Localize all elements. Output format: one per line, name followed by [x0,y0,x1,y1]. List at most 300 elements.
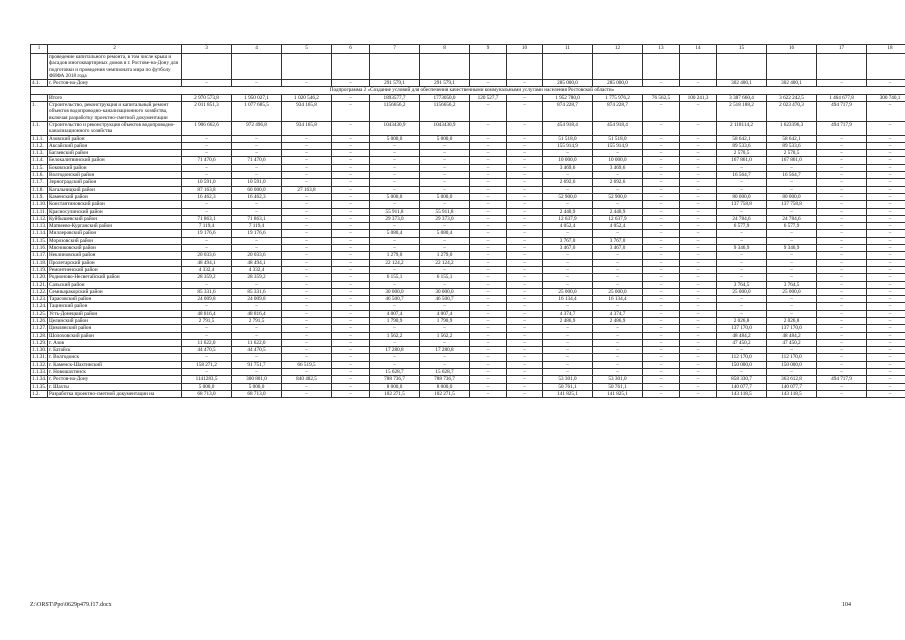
value-cell: – [817,339,867,346]
value-cell: – [332,172,370,179]
value-cell: – [507,223,543,230]
value-cell: 150 000,0 [717,361,767,368]
row-name-cell: Семикаракорский район [48,288,182,295]
value-cell: – [470,266,507,273]
table-row [31,201,905,208]
value-cell: 5 000,0 [370,135,420,142]
value-cell: – [332,223,370,230]
value-cell: – [680,237,717,244]
value-cell: – [817,157,867,164]
value-cell: – [817,332,867,339]
row-number-cell: 1.1.10. [32,201,47,208]
table-row [31,164,905,171]
value-cell: 24 009,8 [232,296,282,303]
value-cell: – [867,325,905,332]
value-cell: 47 450,2 [767,339,817,346]
value-cell: – [543,201,593,208]
value-cell: – [680,303,717,310]
value-cell: – [420,354,470,361]
row-name-cell: Родионово-Несветайский район [48,274,182,281]
value-cell: – [767,164,817,171]
value-cell: – [867,369,905,376]
value-cell: – [643,208,680,215]
value-cell: 4 [232,45,282,54]
value-cell: 363 612,8 [767,376,817,383]
value-cell: 120 527,7 [470,94,507,101]
value-cell [717,54,767,80]
value-cell: 972 496,8 [232,121,282,135]
table-row [31,310,905,317]
value-cell: 3 387 660,4 [717,94,767,101]
value-cell: – [370,223,420,230]
table-row [31,237,905,244]
value-cell: – [680,252,717,259]
value-cell: – [182,237,232,244]
row-number-cell: 1.1.12. [32,215,47,222]
value-cell: – [817,317,867,324]
value-cell: 80 000,0 [767,193,817,200]
value-cell: – [867,121,905,135]
row-name-cell: Неклиновский район [48,252,182,259]
value-cell: – [543,186,593,193]
value-cell: 10 000,0 [593,157,643,164]
value-cell: – [680,80,717,87]
value-cell: – [332,274,370,281]
value-cell: – [232,172,282,179]
value-cell: – [643,230,680,237]
value-cell: – [817,347,867,354]
value-cell: – [643,215,680,222]
row-number-cell [31,94,48,101]
value-cell: – [680,390,717,397]
value-cell: – [867,102,905,122]
value-cell: – [332,354,370,361]
value-cell: – [370,201,420,208]
value-cell: – [767,230,817,237]
value-cell: 25 000,0 [593,288,643,295]
value-cell: 155 914,9 [593,142,643,149]
value-cell: – [282,201,332,208]
subprogram-title: Подпрограмма 2 «Создание условий для обеспечения качественными коммунальными услугами населения Ростовской области» [31,87,905,94]
value-cell: – [507,390,543,397]
value-cell: – [680,245,717,252]
value-cell: – [332,179,370,186]
row-name-cell: проведение капитального ремонта, в том числе крыш и фасадов многоквартирных домов в г. Ростове-на-Дону для подготовки и проведения чемпионата мира по футболу ФИФА 2018 года [48,54,182,80]
table-row [31,208,905,215]
value-cell: 454 918,4 [593,121,643,135]
value-cell: – [282,223,332,230]
value-cell: – [867,164,905,171]
value-cell: – [507,347,543,354]
value-cell: – [643,383,680,390]
value-cell: – [680,172,717,179]
row-name-cell: Зерноградский район [48,179,182,186]
value-cell: – [643,361,680,368]
value-cell: 143 118,5 [767,390,817,397]
value-cell: – [282,245,332,252]
value-cell: 300 801,0 [232,376,282,383]
value-cell: 3 [182,45,232,54]
value-cell: 47 450,2 [717,339,767,346]
value-cell: 1 279,0 [420,252,470,259]
value-cell: 302 400,1 [767,80,817,87]
row-name-cell: Тарасовский район [48,296,182,303]
value-cell: – [182,208,232,215]
value-cell: – [867,150,905,157]
value-cell: – [643,339,680,346]
value-cell: – [282,150,332,157]
value-cell: – [370,266,420,273]
value-cell: – [182,303,232,310]
page-number: 104 [842,602,851,608]
value-cell: 1 790,9 [370,317,420,324]
value-cell: 1 562,2 [420,332,470,339]
value-cell: – [817,142,867,149]
value-cell: – [282,80,332,87]
row-name-cell: Матвеево-Курганский район [48,223,182,230]
value-cell: 76 562,5 [643,94,680,101]
value-cell: – [867,354,905,361]
value-cell: 2 118114,2 [717,121,767,135]
value-cell: – [680,201,717,208]
value-cell: – [282,310,332,317]
value-cell: – [507,179,543,186]
value-cell: – [867,288,905,295]
value-cell: – [470,325,507,332]
value-cell: – [232,354,282,361]
value-cell: – [332,390,370,397]
value-cell: – [767,347,817,354]
row-number-cell: 1.1.34. [32,376,47,383]
value-cell [593,54,643,80]
value-cell: – [507,193,543,200]
value-cell: 80 000,0 [717,193,767,200]
value-cell: – [507,303,543,310]
row-name-cell: Багаевский район [48,150,182,157]
row-number-cell: 1.1.35. [32,383,47,390]
value-cell: – [593,303,643,310]
value-cell: – [282,274,332,281]
row-number-cell: 1.1.27. [32,325,47,332]
value-cell: 137 758,8 [717,201,767,208]
value-cell: – [332,259,370,266]
table-row [31,332,905,339]
value-cell: 66 519,5 [282,361,332,368]
value-cell: – [232,325,282,332]
value-cell: – [643,245,680,252]
value-cell: – [182,281,232,288]
value-cell: – [470,193,507,200]
value-cell: – [470,157,507,164]
value-cell: – [420,164,470,171]
value-cell: – [182,80,232,87]
value-cell: 48 816,4 [232,310,282,317]
value-cell: – [182,354,232,361]
value-cell: – [680,259,717,266]
value-cell: – [717,237,767,244]
value-cell: – [680,281,717,288]
value-cell: 50 761,1 [593,383,643,390]
value-cell: – [867,186,905,193]
value-cell: – [420,186,470,193]
value-cell: 3 767,0 [593,237,643,244]
value-cell: 2 026,8 [717,317,767,324]
value-cell: – [282,179,332,186]
row-name-cell: Аксайский район [48,142,182,149]
row-number-cell: 4.1. [31,80,48,87]
value-cell: 2 570,5 [767,150,817,157]
value-cell: 3 467,0 [543,245,593,252]
value-cell: 87 163,8 [182,186,232,193]
value-cell: – [680,325,717,332]
value-cell: – [332,296,370,303]
value-cell: – [543,274,593,281]
value-cell: – [593,201,643,208]
value-cell: – [282,347,332,354]
value-cell: 4 374,7 [543,310,593,317]
value-cell: – [282,135,332,142]
value-cell: 102 271,5 [420,390,470,397]
value-cell: – [232,135,282,142]
value-cell: – [507,339,543,346]
value-cell: 20 033,6 [182,252,232,259]
value-cell: – [332,332,370,339]
value-cell: – [282,266,332,273]
value-cell: – [507,80,543,87]
value-cell: – [643,102,680,122]
value-cell: 5 000,0 [182,383,232,390]
value-cell: 2 518 188,2 [717,102,767,122]
value-cell: – [470,332,507,339]
value-cell: – [332,383,370,390]
value-cell: – [867,157,905,164]
value-cell: 137 170,0 [717,325,767,332]
value-cell: 3 467,0 [593,245,643,252]
value-cell [182,54,232,80]
value-cell: 28 359,2 [182,274,232,281]
value-cell [470,54,507,80]
value-cell: – [332,164,370,171]
value-cell: – [282,369,332,376]
value-cell: 15 [717,45,767,54]
value-cell: – [867,142,905,149]
value-cell: – [370,157,420,164]
value-cell: 44 470,5 [182,347,232,354]
value-cell: 3 764,5 [767,281,817,288]
value-cell [867,54,905,80]
value-cell: 68 713,0 [232,390,282,397]
value-cell: – [717,208,767,215]
value-cell: 1 906 662,6 [182,121,232,135]
value-cell: – [470,361,507,368]
value-cell: – [643,135,680,142]
value-cell: – [643,157,680,164]
value-cell: – [593,361,643,368]
value-cell: – [643,310,680,317]
value-cell: – [507,215,543,222]
value-cell: 143 118,5 [717,390,767,397]
value-cell: – [470,164,507,171]
value-cell: 58 642,1 [717,135,767,142]
value-cell: – [470,274,507,281]
value-cell: 137 170,0 [767,325,817,332]
value-cell: – [470,142,507,149]
table-row [31,274,905,281]
value-cell: – [282,288,332,295]
value-cell: 6 577,9 [717,223,767,230]
row-name-cell: г. Новошахтинск [48,369,182,376]
row-number-cell: 1.1.18. [32,259,47,266]
value-cell: – [593,266,643,273]
value-cell: – [817,369,867,376]
value-cell [680,54,717,80]
row-number-cell: 1.1.29. [32,339,47,346]
value-cell: – [232,369,282,376]
value-cell: – [470,369,507,376]
value-cell: 494 717,9 [817,121,867,135]
value-cell: – [867,193,905,200]
value-cell [817,54,867,80]
value-cell: – [470,245,507,252]
footer-file-path: Z:\ORST\Ppo\0629p479.f17.docx [30,602,112,608]
value-cell: – [420,142,470,149]
value-cell: – [470,296,507,303]
value-cell: – [332,339,370,346]
value-cell: – [332,186,370,193]
value-cell: – [232,281,282,288]
value-cell: 112 170,0 [767,354,817,361]
value-cell: – [767,208,817,215]
value-cell: 840 482,5 [282,376,332,383]
value-cell: – [643,121,680,135]
value-cell: – [332,317,370,324]
value-cell: 16 462,3 [182,193,232,200]
value-cell: – [507,135,543,142]
value-cell: – [507,325,543,332]
value-cell: – [507,121,543,135]
value-cell: 1 623396,3 [767,121,817,135]
value-cell: – [182,332,232,339]
value-cell: – [643,252,680,259]
value-cell: – [817,383,867,390]
value-cell: – [282,383,332,390]
value-cell: – [643,332,680,339]
value-cell: – [282,237,332,244]
value-cell: – [767,274,817,281]
table-row [31,80,905,87]
value-cell [767,54,817,80]
value-cell: – [867,208,905,215]
value-cell: 48 494,1 [182,259,232,266]
value-cell: – [370,339,420,346]
value-cell: 17 280,8 [370,347,420,354]
value-cell: – [507,383,543,390]
value-cell: – [470,288,507,295]
value-cell: – [507,288,543,295]
value-cell: – [643,237,680,244]
value-cell: – [767,252,817,259]
value-cell: – [643,274,680,281]
table-row [31,296,905,303]
value-cell: 24 009,8 [182,296,232,303]
value-cell: 167 861,0 [767,157,817,164]
value-cell: 85 331,6 [232,288,282,295]
table-row [31,281,905,288]
value-cell: – [867,230,905,237]
row-number-cell: 1.1.8. [31,186,48,193]
value-cell: 22 124,2 [420,259,470,266]
value-cell: 5 080,4 [420,230,470,237]
value-cell: – [543,252,593,259]
value-cell: 4 052,4 [543,223,593,230]
value-cell: – [282,259,332,266]
value-cell: 137 758,8 [767,201,817,208]
value-cell: 29 373,0 [420,215,470,222]
row-number-cell: 1.1.32. [32,361,47,368]
value-cell: – [232,80,282,87]
value-cell: – [817,193,867,200]
value-cell: – [232,150,282,157]
value-cell: – [680,186,717,193]
row-name-cell: Пролетарский район [48,259,182,266]
value-cell: – [817,223,867,230]
value-cell: – [470,347,507,354]
value-cell: – [182,325,232,332]
value-cell: – [543,361,593,368]
value-cell: – [370,303,420,310]
value-cell: 8 [420,45,470,54]
value-cell: – [717,303,767,310]
value-cell: 1 775 976,2 [593,94,643,101]
value-cell: – [680,296,717,303]
value-cell: – [680,310,717,317]
value-cell: 9 346,9 [717,245,767,252]
value-cell: 52 900,0 [543,193,593,200]
table-row [31,223,905,230]
row-number-cell: 1.1.13. [32,223,47,230]
value-cell: – [332,288,370,295]
value-cell: – [867,259,905,266]
table-row [31,121,905,135]
value-cell: 5 000,0 [420,135,470,142]
value-cell: 150 000,0 [767,361,817,368]
value-cell: – [420,339,470,346]
value-cell: – [370,172,420,179]
value-cell: – [817,230,867,237]
value-cell: – [507,157,543,164]
value-cell: 30 000,0 [370,288,420,295]
value-cell: – [332,230,370,237]
table-row [31,376,905,383]
value-cell: – [680,164,717,171]
value-cell: 2 970 573,8 [182,94,232,101]
table-row [31,354,905,361]
value-cell: 19 176,6 [182,230,232,237]
row-number-cell: 1.1.20. [32,274,47,281]
value-cell: 302 400,1 [717,80,767,87]
value-cell: – [593,172,643,179]
value-cell: – [507,102,543,122]
value-cell: – [332,142,370,149]
value-cell: – [182,369,232,376]
value-cell: – [420,150,470,157]
value-cell: – [817,215,867,222]
value-cell: – [817,266,867,273]
value-cell: 8 000,0 [370,383,420,390]
value-cell: – [593,332,643,339]
value-cell: – [332,193,370,200]
value-cell: – [817,252,867,259]
